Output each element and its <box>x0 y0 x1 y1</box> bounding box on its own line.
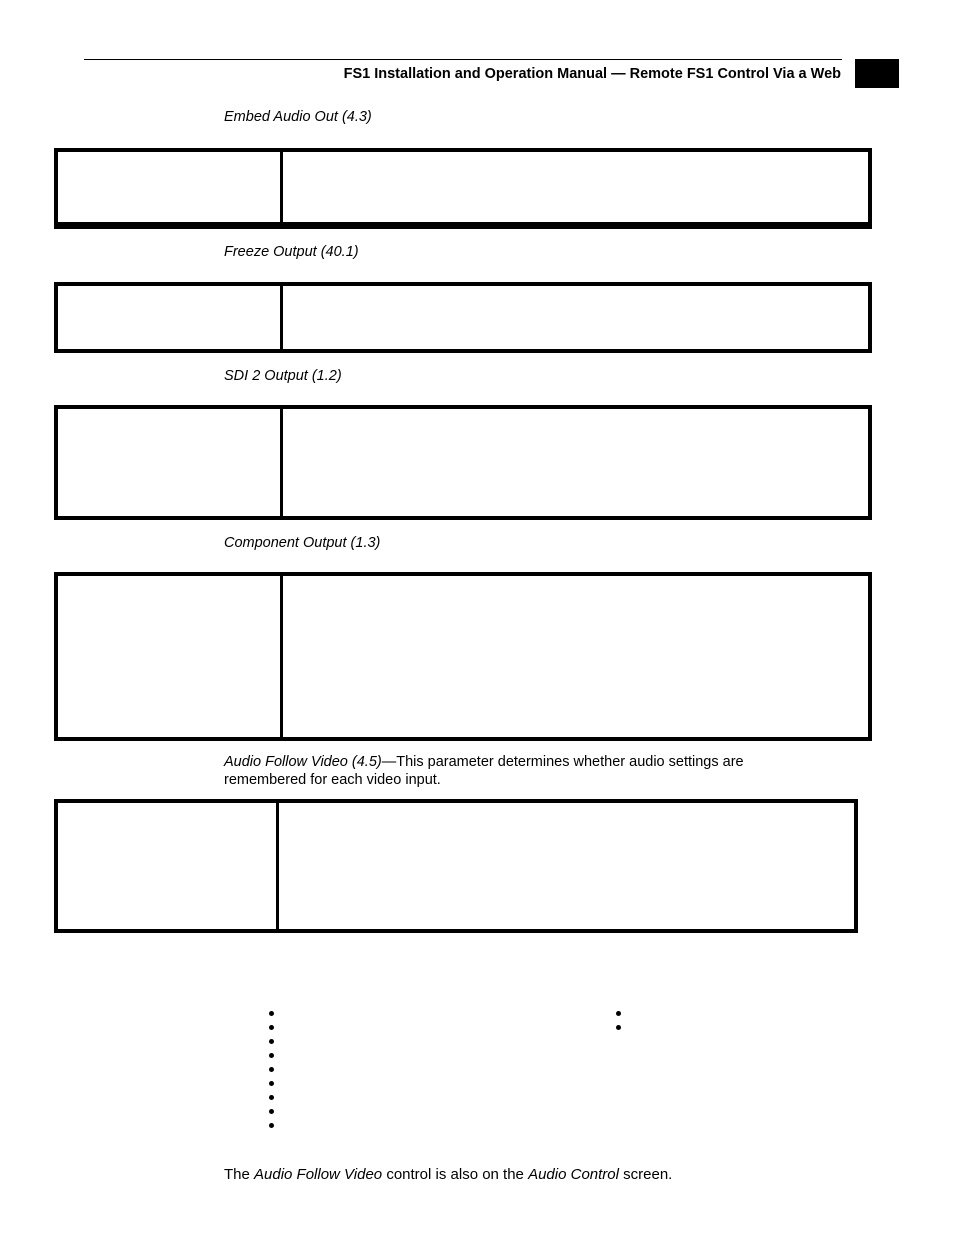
table-divider <box>280 286 283 349</box>
section-label-component-output: Component Output (1.3) <box>224 535 381 551</box>
footer-note: The Audio Follow Video control is also on the Audio Control screen. <box>224 1166 673 1183</box>
table-embed-audio-out <box>54 148 872 226</box>
section-label-sdi2-output: SDI 2 Output (1.2) <box>224 368 342 384</box>
table-sdi2-output <box>54 405 872 520</box>
table-component-output <box>54 572 872 741</box>
section-description: —This parameter determines whether audio settings are remembered for each video input. <box>224 754 744 788</box>
table-divider <box>280 576 283 737</box>
table-underline <box>54 226 872 229</box>
section-label-embed-audio-out: Embed Audio Out (4.3) <box>224 109 372 125</box>
table-divider <box>280 152 283 222</box>
table-divider <box>276 803 279 929</box>
table-audio-follow-video <box>54 799 858 933</box>
header-rule <box>84 59 842 60</box>
table-divider <box>280 409 283 516</box>
table-freeze-output <box>54 282 872 353</box>
page-number-tab <box>855 59 899 88</box>
section-label-freeze-output: Freeze Output (40.1) <box>224 244 359 260</box>
section-label-audio-follow-video: Audio Follow Video (4.5)—This parameter determines whether audio settings are remembered for each video input. <box>224 754 744 788</box>
header-title: FS1 Installation and Operation Manual — Remote FS1 Control Via a Web <box>343 66 841 82</box>
